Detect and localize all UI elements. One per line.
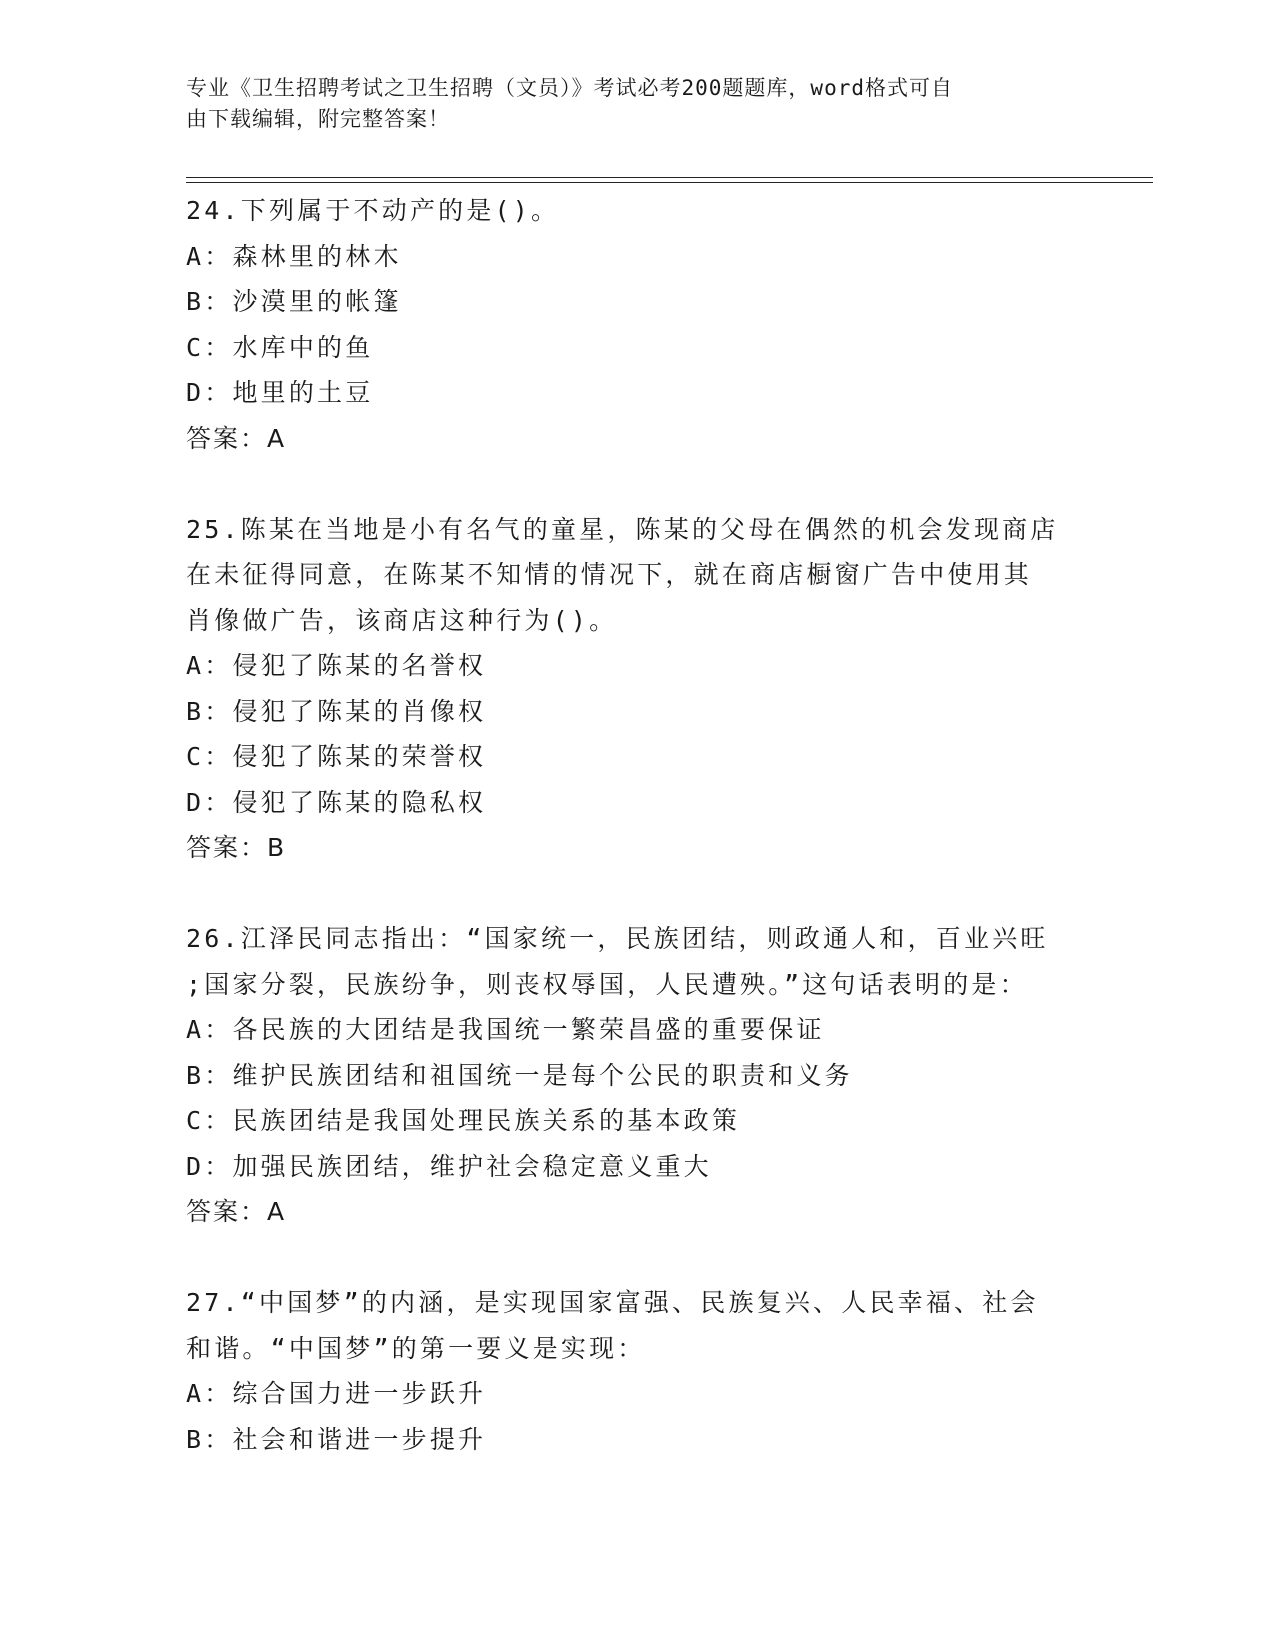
option-b: B：社会和谐进一步提升 bbox=[186, 1424, 487, 1454]
option-a: A：综合国力进一步跃升 bbox=[186, 1379, 487, 1408]
answer: 答案：B bbox=[186, 833, 287, 862]
header-line: 由下载编辑，附完整答案！ bbox=[186, 107, 450, 131]
question-text: 在未征得同意，在陈某不知情的情况下，就在商店橱窗广告中使用其 bbox=[186, 560, 1033, 589]
question-26 bbox=[186, 916, 1086, 1235]
document-header bbox=[186, 73, 1066, 135]
header-line: 专业《卫生招聘考试之卫生招聘（文员）》考试必考200题题库，word格式可自 bbox=[186, 76, 953, 100]
answer: 答案：A bbox=[186, 423, 287, 453]
question-27 bbox=[186, 1280, 1086, 1462]
question-text: 26.江泽民同志指出：“国家统一，民族团结，则政通人和，百业兴旺 bbox=[186, 924, 1049, 953]
option-a: A：各民族的大团结是我国统一繁荣昌盛的重要保证 bbox=[186, 1015, 825, 1044]
option-b: B：维护民族团结和祖国统一是每个公民的职责和义务 bbox=[186, 1060, 853, 1090]
option-a: A：侵犯了陈某的名誉权 bbox=[186, 651, 487, 680]
header-divider-top bbox=[186, 177, 1153, 178]
option-d: D：地里的土豆 bbox=[186, 378, 374, 407]
header-divider-bottom bbox=[186, 182, 1153, 183]
question-text: 肖像做广告，该商店这种行为()。 bbox=[186, 605, 618, 635]
option-d: D：加强民族团结，维护社会稳定意义重大 bbox=[186, 1151, 712, 1181]
spacer bbox=[186, 1235, 1086, 1281]
question-text: ;国家分裂，民族纷争，则丧权辱国，人民遭殃。”这句话表明的是： bbox=[186, 969, 1028, 999]
spacer bbox=[186, 871, 1086, 917]
option-c: C：侵犯了陈某的荣誉权 bbox=[186, 742, 487, 771]
option-c: C：水库中的鱼 bbox=[186, 332, 374, 362]
spacer bbox=[186, 461, 1086, 507]
option-b: B：沙漠里的帐篷 bbox=[186, 287, 402, 316]
option-d: D：侵犯了陈某的隐私权 bbox=[186, 787, 487, 817]
question-24 bbox=[186, 188, 1086, 461]
option-b: B：侵犯了陈某的肖像权 bbox=[186, 696, 487, 726]
option-a: A：森林里的林木 bbox=[186, 241, 402, 271]
option-c: C：民族团结是我国处理民族关系的基本政策 bbox=[186, 1106, 741, 1135]
question-text: 24.下列属于不动产的是()。 bbox=[186, 196, 560, 225]
answer: 答案：A bbox=[186, 1197, 287, 1226]
question-text: 27.“中国梦”的内涵，是实现国家富强、民族复兴、人民幸福、社会 bbox=[186, 1288, 1039, 1317]
question-text: 和谐。“中国梦”的第一要义是实现： bbox=[186, 1333, 646, 1363]
question-text: 25.陈某在当地是小有名气的童星，陈某的父母在偶然的机会发现商店 bbox=[186, 514, 1059, 544]
question-25 bbox=[186, 507, 1086, 871]
question-list bbox=[186, 188, 1086, 1462]
